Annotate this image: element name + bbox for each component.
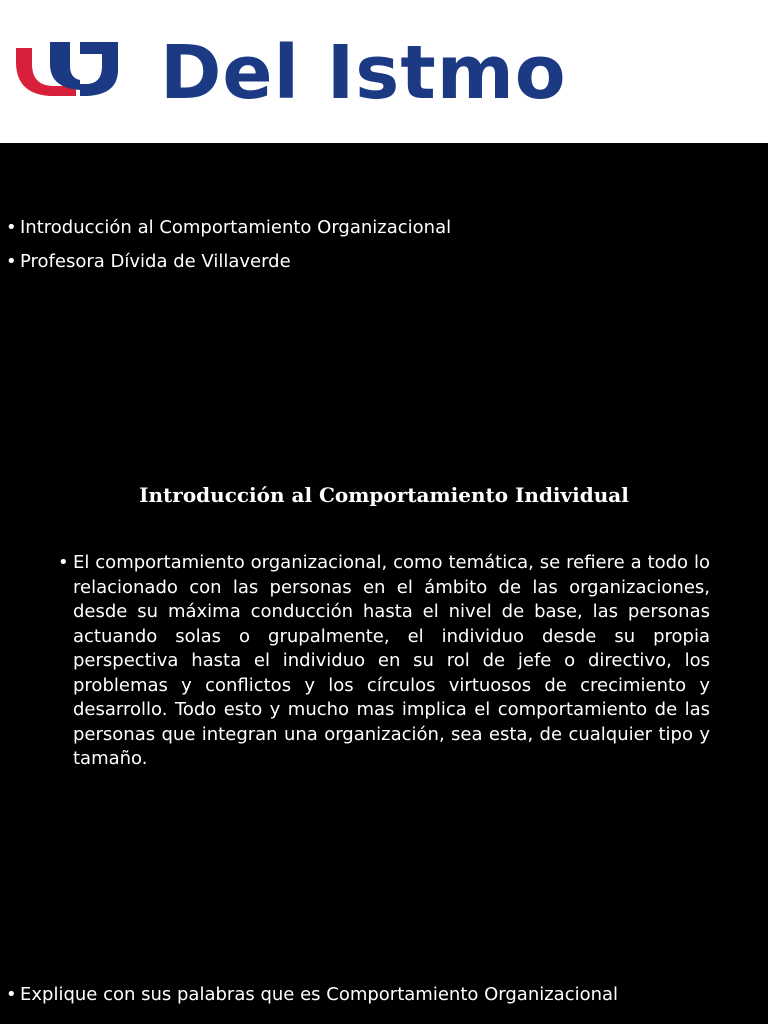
closing-bullet [6,983,618,1007]
university-logo-icon [14,40,120,100]
intro-bullet-text: Profesora Dívida de Villaverde [20,251,291,272]
university-name: Del Istmo [160,30,567,116]
body-paragraph: El comportamiento organizacional, como temática, se refiere a todo lo relacionado con las personas en el ámbito de las organizaciones, desde su máxima conducción hasta el nivel de base, las personas actuando solas o grupalmente, el individuo desde su propia perspectiva hasta el individuo en su rol de jefe o directivo, los problemas y conflictos y los círculos virtuosos de crecimiento y desarrollo. Todo esto y mucho mas implica el comportamiento de las personas que integran una organización, sea esta, de cualquier tipo y tamaño. [73,552,710,769]
closing-bullet-text: Explique con sus palabras que es Comportamiento Organizacional [20,984,619,1005]
bullet-icon: • [6,984,17,1005]
intro-bullet-professor [6,250,291,274]
body-paragraph-bullet [58,551,710,772]
bullet-icon: • [58,552,69,573]
intro-bullet-text: Introducción al Comportamiento Organizacional [20,217,452,238]
section-title: Introducción al Comportamiento Individual [139,483,629,507]
bullet-icon: • [6,217,17,238]
intro-bullet-course [6,216,451,240]
bullet-icon: • [6,251,17,272]
header-banner [0,0,768,143]
